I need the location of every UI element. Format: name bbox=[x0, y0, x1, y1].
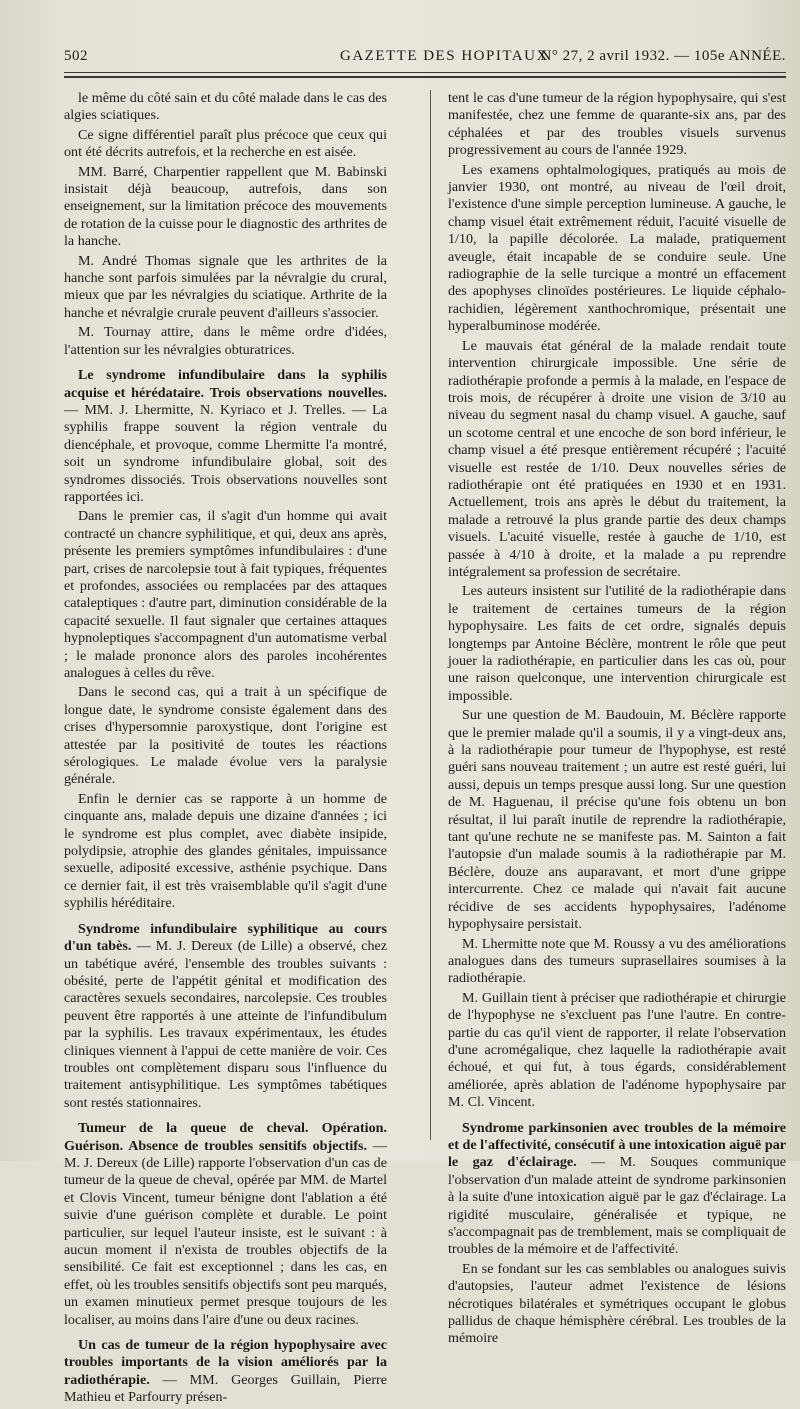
paragraph bbox=[64, 324, 387, 359]
section-heading: Tumeur de la queue de cheval. Opération. Guérison. Absence de troubles sensitifs objectifs. bbox=[64, 1120, 387, 1154]
paragraph-text: — M. J. Dereux (de Lille) rapporte l'observation d'un cas de tumeur de la queue de cheval, opérée par MM. de Martel et Clovis Vincent, tumeur bénigne dont l'ablation a été suivie d'une guérison complète et durable. Le point particulier, sur lequel l'auteur insiste, est le suivant : à aucun moment il n'exista de troubles objectifs de la sensibilité. Ce fait est exceptionnel ; dans les cas, en effet, où les troubles sensitifs objectifs sont peu marqués, un examen minutieux permet presque toujours de les localiser, au moins dans l'aire d'une ou deux racines. bbox=[64, 1137, 387, 1328]
section-heading: Un cas de tumeur de la région hypophysaire avec troubles importants de la vision améliorés par la radiothérapie. bbox=[64, 1337, 387, 1388]
paragraph-text: Les examens ophtalmologiques, pratiqués au mois de janvier 1930, ont montré, au niveau de l'œil droit, l'existence d'une simple perception lumineuse. A gauche, le champ visuel était extrêmement réduit, l'acuité visuelle de 1/10, la papille décolorée. La malade, pratiquement aveugle, était incapable de se conduire seule. Une radiographie de la selle turcique a montré un effacement des apophyses clinoïdes postérieures. Le liquide céphalo-rachidien, légèrement xanthochromique, présentait une hyperalbuminose modérée. bbox=[448, 161, 786, 335]
paragraph-text: — M. J. Dereux (de Lille) a observé, chez un tabétique avéré, l'ensemble des troubles suivants : obésité, perte de l'appétit génital et modification des caractères sexuels secondaires, narcolepsie. Ces troubles peuvent être rapportés à une atteinte de l'infundibulum par la syphilis. Les travaux expérimentaux, les études cliniques viennent à l'appui de cette manière de voir. Ces troubles ont complètement disparu sous l'influence du traitement antisyphilitique. Les symptômes tabétiques sont restés stationnaires. bbox=[64, 938, 388, 1111]
paragraph bbox=[448, 162, 786, 336]
paragraph-text: le même du côté sain et du côté malade dans le cas des algies sciatiques. bbox=[64, 90, 387, 124]
paragraph bbox=[64, 253, 387, 323]
paragraph-text: M. André Thomas signale que les arthrites de la hanche sont parfois simulées par la névralgie du crural, mieux que par les névralgies du sciatique. Arthrite de la hanche et névralgie crurale peuvent d'ailleurs s'associer. bbox=[64, 252, 387, 321]
paragraph-text: M. Guillain tient à préciser que radiothérapie et chirurgie de l'hypophyse ne s'excluent pas l'une l'autre. En contre-partie du cas qu'il vient de rapporter, il relate l'observation d'une acromégalique, chez laquelle la radiothérapie avait échoué, et qui fut, à tous égards, considérablement améliorée, après ablation de l'adénome hypophysaire par M. Cl. Vincent. bbox=[448, 989, 786, 1111]
journal-title: GAZETTE DES HOPITAUX bbox=[340, 48, 549, 64]
section-heading: Syndrome infundibulaire syphilitique au cours d'un tabès. bbox=[64, 920, 387, 955]
paragraph bbox=[64, 1120, 387, 1329]
paragraph bbox=[448, 338, 786, 582]
section-heading: Le syndrome infundibulaire dans la syphilis acquise et hérédataire. Trois observations nouvelles. bbox=[64, 367, 387, 401]
page-number: 502 bbox=[64, 48, 88, 64]
paragraph bbox=[448, 707, 786, 933]
header-rule bbox=[64, 72, 786, 73]
paragraph bbox=[64, 90, 387, 125]
paragraph bbox=[448, 1120, 786, 1259]
paragraph bbox=[448, 936, 786, 988]
paragraph bbox=[64, 127, 387, 162]
section-heading: Syndrome parkinsonien avec troubles de la mémoire et de l'affectivité, consécutif à une intoxication aiguë par le gaz d'éclairage. bbox=[448, 1119, 786, 1171]
paragraph bbox=[64, 791, 387, 913]
paragraph-text: M. Lhermitte note que M. Roussy a vu des améliorations analogues dans des tumeurs suprasellaires soumises à la radiothérapie. bbox=[448, 935, 786, 987]
header-rule-thick bbox=[64, 76, 786, 78]
paragraph bbox=[64, 367, 387, 506]
paragraph-text: Les auteurs insistent sur l'utilité de la radiothérapie dans le traitement de certaines tumeurs de la région hypophysaire. Les faits de cet ordre, signalés depuis longtemps par Antoine Béclère, montrent le rôle que peut jouer la radiothérapie, en particulier dans les cas où, pour une raison quelconque, une intervention chirurgicale est impossible. bbox=[448, 583, 786, 704]
paragraph bbox=[64, 921, 387, 1112]
column-divider bbox=[430, 90, 431, 1140]
paragraph bbox=[448, 1261, 786, 1348]
left-column bbox=[64, 90, 387, 1409]
paragraph-text: Dans le second cas, qui a trait à un spécifique de longue date, le syndrome consiste également dans des crises d'hypersomnie paroxystique, dont l'origine est attestée par la positivité de toutes les réactions sérologiques. Le malade évolue vers la paralysie générale. bbox=[64, 684, 387, 788]
paragraph bbox=[64, 164, 387, 251]
paragraph bbox=[64, 684, 387, 788]
paragraph-text: — MM. Georges Guillain, Pierre Mathieu et Parfourry présen- bbox=[64, 1371, 387, 1406]
issue-date: N° 27, 2 avril 1932. — 105e ANNÉE. bbox=[540, 48, 786, 64]
paragraph-text: Enfin le dernier cas se rapporte à un homme de cinquante ans, malade depuis une dizaine d'années ; ici le syndrome est plus complet, avec diabète insipide, polydipsie, atrophie des glandes génitales, impuissance sexuelle, adiposité excessive, asthénie psychique. Dans ce dernier fait, il est très vraisemblable qu'il s'agit d'une syphilis héréditaire. bbox=[64, 790, 387, 912]
paragraph-text: Sur une question de M. Baudouin, M. Béclère rapporte que le premier malade qu'il a soumis, il y a vingt-deux ans, à la radiothérapie pour tumeur de l'hypophyse, est resté guéri sans nouveau traitement ; un autre est resté guéri, lui aussi, depuis un temps presque aussi long. Sur une question de M. Haguenau, il précise qu'une fois obtenu un bon résultat, il lui paraît inutile de reprendre la radiothérapie, tant qu'une rechute ne se manifeste pas. M. Sainton a fait l'autopsie d'un malade soumis à la radiothérapie par M. Béclère, douze ans auparavant, et mort d'une grippe intercurrente. Chez ce malade qui n'avait fait aucune récidive de ses accidents hypophysaires, l'adénome hypophysaire persistait. bbox=[448, 707, 786, 933]
paragraph-text: En se fondant sur les cas semblables ou analogues suivis d'autopsies, l'auteur admet l'existence de lésions nécrotiques bilatérales et symétriques occupant le globus pallidus de chaque hémisphère cérébral. Les troubles de la mémoire bbox=[448, 1260, 786, 1347]
paragraph bbox=[64, 508, 387, 682]
paragraph bbox=[448, 990, 786, 1112]
paragraph-text: — M. Souques communique l'observation d'un malade atteint de syndrome parkinsonien à la suite d'une intoxication aiguë par le gaz d'éclairage. La rigidité musculaire, généralisée et typique, ne s'accompagnait pas de tremblement, mais se compliquait de troubles de la mémoire et de l'affectivité. bbox=[448, 1154, 787, 1258]
paragraph-text: — MM. J. Lhermitte, N. Kyriaco et J. Trelles. — La syphilis frappe souvent la région ventrale du diencéphale, et provoque, comme Lhermitte l'a montré, soit un syndrome infundibulaire global, soit des syndromes dissociés. Trois observations nouvelles sont rapportées ici. bbox=[64, 401, 387, 505]
paragraph-text: Le mauvais état général de la malade rendait toute intervention chirurgicale impossible. Une série de radiothérapie profonde a permis à la malade, en l'espace de trois mois, de récupérer à droite une vision de 3/10 au niveau du segment nasal du champ visuel. A gauche, sauf un scotome central et une encoche de son bord inférieur, le champ visuel a été presque entièrement récupéré ; l'acuité visuelle est restée de 1/10. Deux nouvelles séries de radiothérapie ont été pratiquées en 1930 et en 1931. Actuellement, trois ans après le début du traitement, la malade a retrouvé la plus grande partie des deux champs visuels. L'acuité visuelle, restée à gauche de 1/10, est passée à 4/10 à droite, et la malade a pu reprendre intégralement sa profession de secrétaire. bbox=[448, 337, 786, 580]
paragraph-text: M. Tournay attire, dans le même ordre d'idées, l'attention sur les névralgies obturatrices. bbox=[64, 324, 387, 358]
page-header bbox=[64, 48, 786, 70]
paragraph-text: Ce signe différentiel paraît plus précoce que ceux qui ont été décrits autrefois, et la recherche en est aisée. bbox=[64, 126, 387, 161]
paragraph-text: tent le cas d'une tumeur de la région hypophysaire, qui s'est manifestée, chez une femme de quarante-six ans, par des céphalées et par des troubles visuels survenus progressivement au cours de l'année 1929. bbox=[448, 90, 786, 159]
paragraph bbox=[64, 1337, 387, 1407]
paragraph-text: MM. Barré, Charpentier rappellent que M. Babinski insistait déjà beaucoup, autrefois, dans son enseignement, sur la limitation précoce des mouvements de rotation de la cuisse pour le diagnostic des arthrites de la hanche. bbox=[64, 163, 387, 250]
paragraph bbox=[448, 90, 786, 160]
paragraph-text: Dans le premier cas, il s'agit d'un homme qui avait contracté un chancre syphilitique, et qui, deux ans après, présente les premiers symptômes infundibulaires : d'une part, crises de narcolepsie tout à fait typiques, fréquentes et profondes, associées ou remplacées par des attaques cataleptiques : d'autre part, diminution considérable de la capacité sexuelle. Il faut signaler que certaines attaques hypnoleptiques s'accompagnent d'un automatisme verbal ; le malade prononce alors des paroles incohérentes analogues à celles du rêve. bbox=[64, 508, 387, 681]
paragraph bbox=[448, 583, 786, 705]
